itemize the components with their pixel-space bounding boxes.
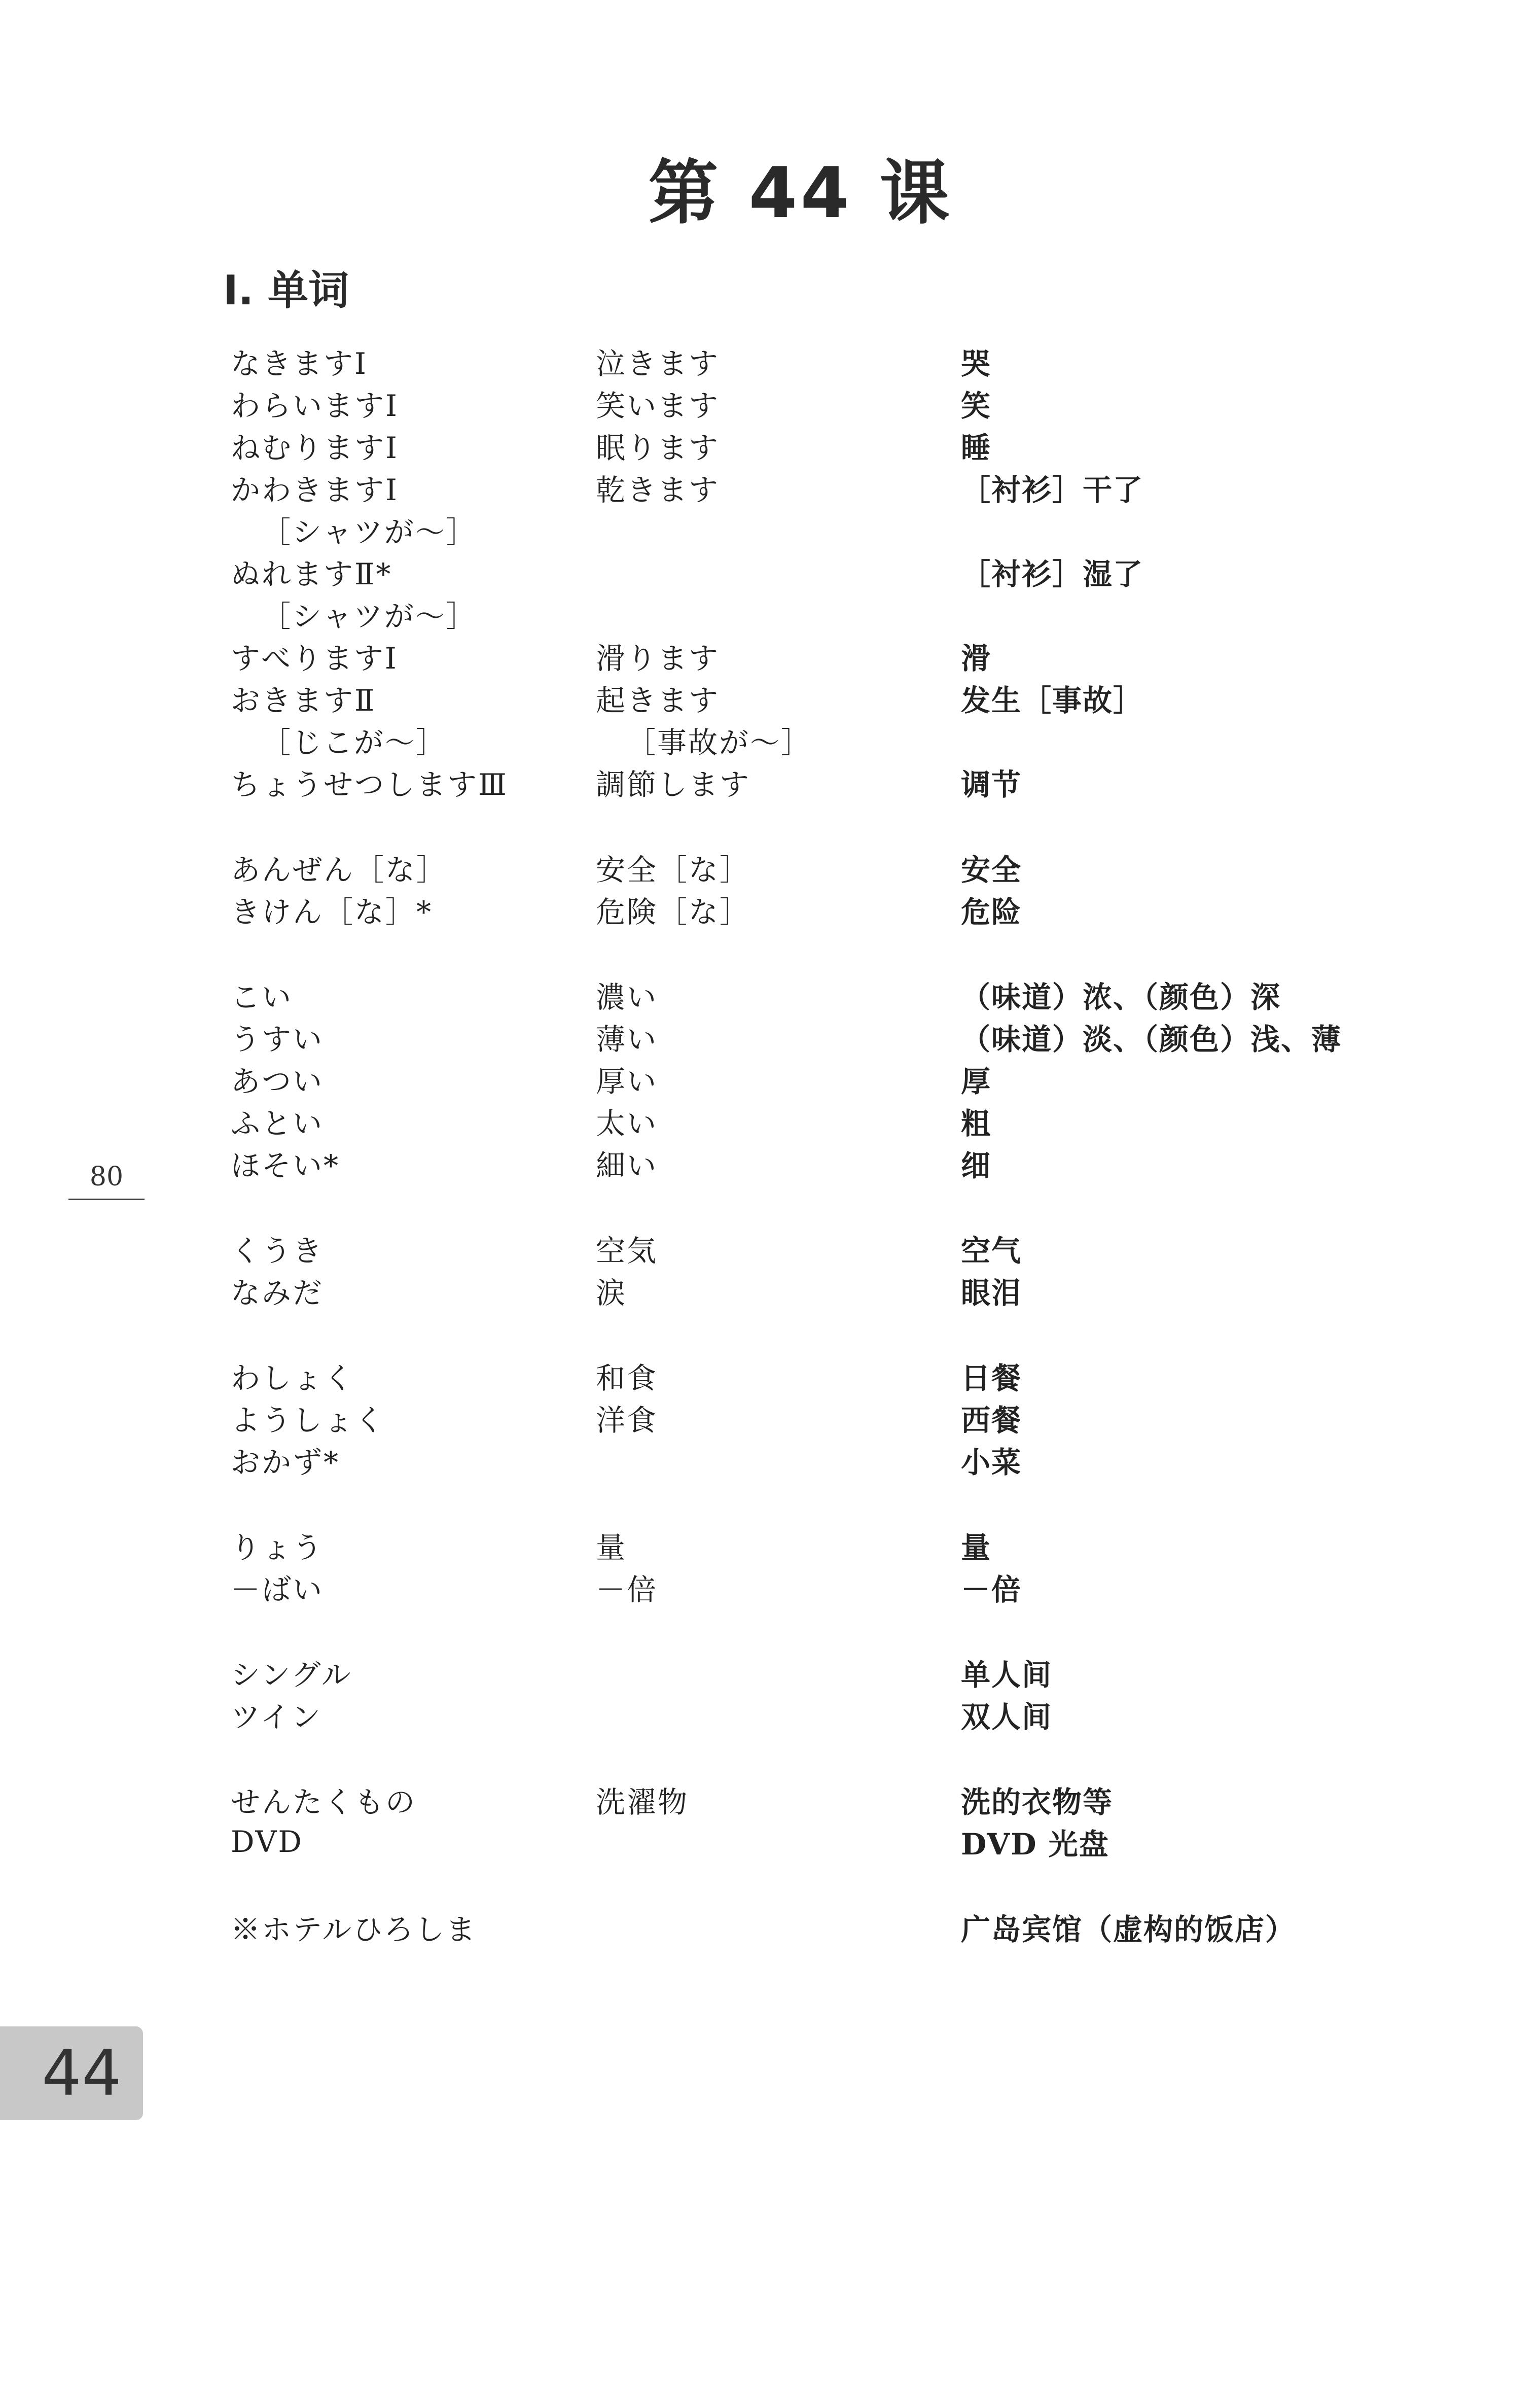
vocabulary-list xyxy=(231,340,1397,1948)
vocab-meaning: 粗 xyxy=(961,1106,992,1141)
vocab-kana-note: ［シャツが～］ xyxy=(261,599,477,634)
vocab-kana: わしょく xyxy=(231,1360,355,1395)
section-heading: Ⅰ. 单词 xyxy=(223,267,349,314)
vocab-row xyxy=(231,550,1397,592)
vocab-kanji-note: ［事故が～］ xyxy=(626,725,812,760)
vocab-kana: あんぜん［な］ xyxy=(231,852,448,887)
vocab-kanji: 量 xyxy=(596,1530,627,1565)
vocab-kana: くうき xyxy=(231,1233,324,1268)
vocab-row xyxy=(231,1015,1397,1058)
vocab-kana: ふとい xyxy=(231,1106,324,1141)
vocab-kana-note: ［じこが～］ xyxy=(261,725,447,760)
vocab-meaning: 调节 xyxy=(961,767,1022,802)
vocab-kana: りょう xyxy=(231,1530,324,1565)
vocab-row xyxy=(231,846,1397,888)
vocab-kanji: 調節します xyxy=(596,767,751,802)
group-spacer xyxy=(231,1735,1397,1778)
vocab-meaning: 量 xyxy=(961,1530,992,1565)
vocab-row xyxy=(231,340,1397,382)
vocab-kana: すべりますⅠ xyxy=(231,641,398,676)
vocab-kanji: －倍 xyxy=(596,1572,658,1607)
page-number-rule xyxy=(68,1199,145,1200)
vocab-row xyxy=(231,1820,1397,1863)
vocab-kanji: 涙 xyxy=(596,1275,627,1310)
vocab-kana: なみだ xyxy=(231,1275,324,1310)
vocab-meaning: 厚 xyxy=(961,1064,992,1099)
vocab-kana: きけん［な］* xyxy=(231,894,433,929)
vocab-kanji: 眠ります xyxy=(596,430,720,465)
vocab-row xyxy=(231,1906,1397,1948)
vocab-meaning: DVD 光盘 xyxy=(961,1827,1109,1862)
vocab-meaning: 空气 xyxy=(961,1233,1022,1268)
vocab-meaning: 小菜 xyxy=(961,1445,1022,1480)
vocab-row xyxy=(231,1693,1397,1735)
vocab-meaning: 睡 xyxy=(961,430,992,465)
vocab-kanji: 危険［な］ xyxy=(596,894,751,929)
group-spacer xyxy=(231,1608,1397,1651)
vocab-row xyxy=(231,1524,1397,1566)
vocab-row xyxy=(231,677,1397,719)
vocab-kanji: 乾きます xyxy=(596,472,720,507)
group-spacer xyxy=(231,1481,1397,1524)
vocab-row xyxy=(231,719,1397,761)
page-title: 第 44 课 xyxy=(648,152,953,234)
vocab-meaning: 单人间 xyxy=(961,1657,1053,1692)
vocab-meaning: ［衬衫］湿了 xyxy=(961,556,1144,591)
vocab-row xyxy=(231,508,1397,550)
vocab-kanji: 洗濯物 xyxy=(596,1784,689,1819)
vocab-meaning: 细 xyxy=(961,1148,992,1183)
vocab-kana-note: ［シャツが～］ xyxy=(261,514,477,549)
group-spacer xyxy=(231,1863,1397,1906)
vocab-kanji: 泣きます xyxy=(596,346,720,381)
vocab-meaning: 安全 xyxy=(961,852,1022,887)
vocab-meaning: 发生［事故］ xyxy=(961,683,1144,718)
vocab-kana: －ばい xyxy=(231,1572,324,1607)
vocab-meaning: 洗的衣物等 xyxy=(961,1784,1114,1819)
vocab-row xyxy=(231,1566,1397,1608)
vocab-kana: うすい xyxy=(231,1022,324,1057)
vocab-meaning: 危险 xyxy=(961,894,1022,929)
lesson-tab xyxy=(0,2026,143,2120)
vocab-kana: おかず* xyxy=(231,1445,340,1480)
vocab-meaning: 双人间 xyxy=(961,1699,1053,1734)
group-spacer xyxy=(231,1184,1397,1227)
vocab-kana: ほそい* xyxy=(231,1148,340,1183)
vocab-kanji: 太い xyxy=(596,1106,658,1141)
vocab-row xyxy=(231,1396,1397,1439)
vocab-kana: ぬれますⅡ* xyxy=(231,556,392,591)
vocab-row xyxy=(231,1227,1397,1269)
vocab-row xyxy=(231,1100,1397,1142)
vocab-row xyxy=(231,466,1397,508)
vocab-kanji: 安全［な］ xyxy=(596,852,751,887)
vocab-kanji: 厚い xyxy=(596,1064,658,1099)
vocab-kanji: 笑います xyxy=(596,388,720,423)
vocab-kana: なきますⅠ xyxy=(231,346,368,381)
vocab-row xyxy=(231,1354,1397,1396)
vocab-kanji: 薄い xyxy=(596,1022,658,1057)
vocab-meaning: －倍 xyxy=(961,1572,1022,1607)
vocab-kanji: 細い xyxy=(596,1148,658,1183)
vocab-row xyxy=(231,1439,1397,1481)
vocab-kana: おきますⅡ xyxy=(231,683,376,718)
group-spacer xyxy=(231,930,1397,973)
vocab-row xyxy=(231,382,1397,424)
vocab-kana: わらいますⅠ xyxy=(231,388,399,423)
vocab-kanji: 空気 xyxy=(596,1233,658,1268)
vocab-meaning: 西餐 xyxy=(961,1403,1022,1438)
vocab-kana: ようしょく xyxy=(231,1403,386,1438)
vocab-kanji: 洋食 xyxy=(596,1403,658,1438)
vocab-meaning: 日餐 xyxy=(961,1360,1022,1395)
vocab-kana: せんたくもの xyxy=(231,1784,417,1819)
vocab-meaning: （味道）浓、（颜色）深 xyxy=(961,979,1281,1014)
vocab-row xyxy=(231,1269,1397,1311)
vocab-row xyxy=(231,592,1397,635)
vocab-kana: ねむりますⅠ xyxy=(231,430,399,465)
vocab-kana: ※ホテルひろしま xyxy=(231,1912,477,1947)
vocab-meaning: 广岛宾馆（虚构的饭店） xyxy=(961,1912,1296,1947)
vocab-meaning: ［衬衫］干了 xyxy=(961,472,1144,507)
vocab-row xyxy=(231,424,1397,466)
vocab-kanji: 和食 xyxy=(596,1360,658,1395)
vocab-row xyxy=(231,635,1397,677)
page-number: 80 xyxy=(89,1162,124,1192)
vocab-kana: あつい xyxy=(231,1064,324,1099)
vocab-meaning: （味道）淡、（颜色）浅、薄 xyxy=(961,1022,1342,1057)
vocab-row xyxy=(231,973,1397,1015)
vocab-meaning: 哭 xyxy=(961,346,992,381)
vocab-kanji: 滑ります xyxy=(596,641,720,676)
group-spacer xyxy=(231,803,1397,846)
group-spacer xyxy=(231,1311,1397,1354)
vocab-row xyxy=(231,761,1397,803)
vocab-row xyxy=(231,1778,1397,1820)
vocab-kana: シングル xyxy=(231,1657,352,1692)
vocab-meaning: 眼泪 xyxy=(961,1275,1022,1310)
vocab-kana: こい xyxy=(231,979,293,1014)
vocab-kanji: 起きます xyxy=(596,683,720,718)
vocab-row xyxy=(231,1651,1397,1693)
vocab-row xyxy=(231,1142,1397,1184)
vocab-kana: DVD xyxy=(231,1824,303,1859)
vocab-kana: ツイン xyxy=(231,1699,323,1734)
vocab-row xyxy=(231,888,1397,930)
lesson-tab-label: 44 xyxy=(42,2037,122,2110)
vocab-meaning: 笑 xyxy=(961,388,992,423)
vocab-meaning: 滑 xyxy=(961,641,992,676)
vocab-kana: かわきますⅠ xyxy=(231,472,399,507)
vocab-row xyxy=(231,1058,1397,1100)
vocab-kanji: 濃い xyxy=(596,979,658,1014)
vocab-kana: ちょうせつしますⅢ xyxy=(231,767,508,802)
